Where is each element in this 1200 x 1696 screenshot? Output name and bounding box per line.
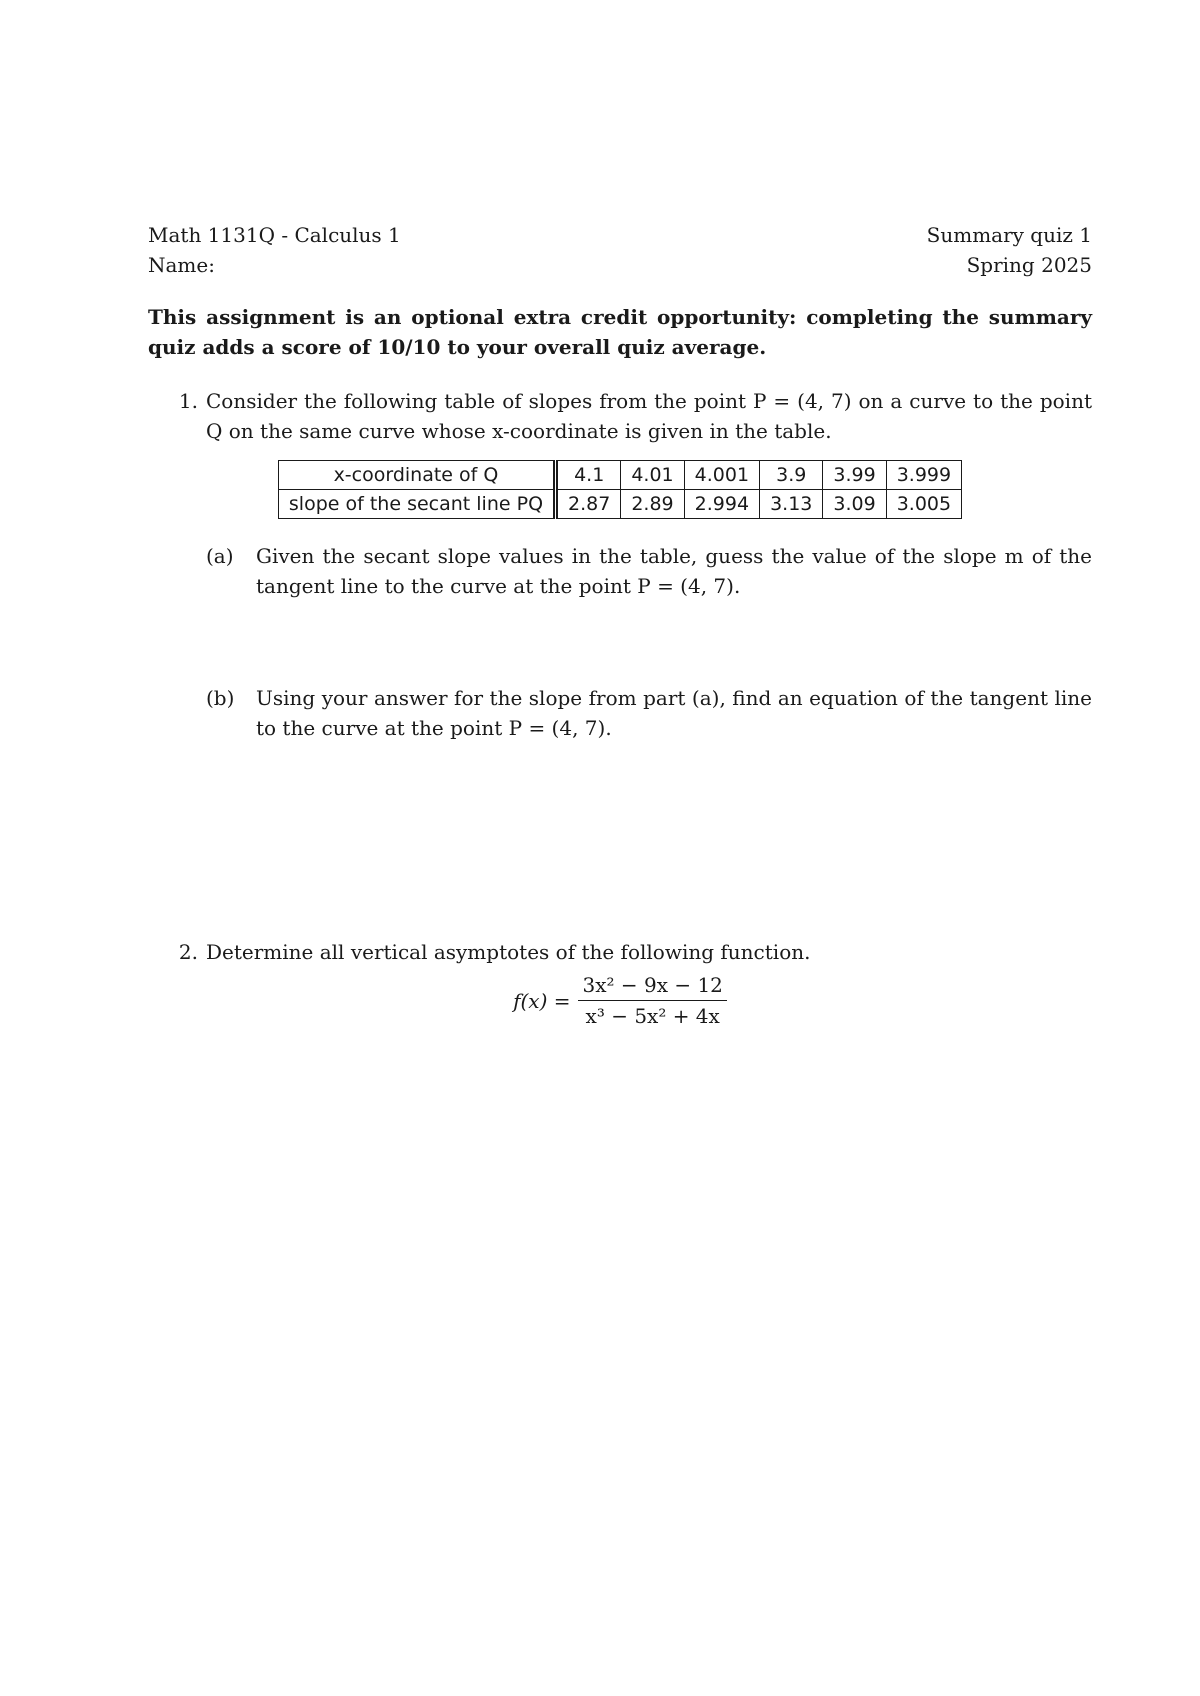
part-a-label: (a)	[206, 544, 234, 568]
table-cell: 3.999	[886, 461, 961, 490]
table-cell: 3.005	[886, 490, 961, 519]
part-b-text: Using your answer for the slope from part (a), find an equation of the tangent line to the curve at the point P = (4, 7).	[256, 686, 1092, 740]
name-label: Name:	[148, 253, 215, 277]
part-a	[206, 541, 1092, 601]
row-label-slope: slope of the secant line PQ	[278, 490, 555, 519]
table-cell: 4.001	[684, 461, 759, 490]
table-row	[278, 490, 961, 519]
part-a-text: Given the secant slope values in the table, guess the value of the slope m of the tangent line to the curve at the point P = (4, 7).	[256, 544, 1092, 598]
problem-1-text: Consider the following table of slopes from the point P = (4, 7) on a curve to the point Q on the same curve whose x-coordinate is given in the table.	[206, 389, 1092, 443]
table-cell: 2.994	[684, 490, 759, 519]
row-label-x: x-coordinate of Q	[278, 461, 555, 490]
extra-credit-notice: This assignment is an optional extra credit opportunity: completing the summary quiz adds a score of 10/10 to your overall quiz average.	[148, 305, 1092, 359]
fraction-numerator: 3x² − 9x − 12	[578, 973, 726, 1001]
part-b-label: (b)	[206, 686, 235, 710]
header-row-1	[148, 220, 1092, 250]
answer-space-b[interactable]	[148, 743, 1092, 913]
problem-1-number: 1.	[178, 389, 198, 413]
problem-2	[148, 937, 1092, 967]
header-row-2	[148, 250, 1092, 280]
table-cell: 3.13	[760, 490, 823, 519]
fraction	[578, 973, 726, 1028]
term-label: Spring 2025	[966, 253, 1092, 277]
quiz-page	[148, 220, 1092, 1028]
quiz-title: Summary quiz 1	[926, 223, 1092, 247]
table-cell: 3.99	[823, 461, 886, 490]
table-row	[278, 461, 961, 490]
course-title: Math 1131Q - Calculus 1	[148, 223, 401, 247]
table-cell: 2.89	[621, 490, 684, 519]
table-cell: 4.01	[621, 461, 684, 490]
table-cell: 2.87	[556, 490, 621, 519]
part-b	[206, 683, 1092, 743]
slopes-table	[278, 460, 962, 519]
problem-1	[148, 386, 1092, 446]
function-formula	[148, 973, 1092, 1028]
answer-space-a[interactable]	[148, 601, 1092, 665]
problem-2-number: 2.	[178, 940, 198, 964]
fraction-denominator: x³ − 5x² + 4x	[585, 1004, 720, 1028]
problem-2-text: Determine all vertical asymptotes of the following function.	[206, 940, 811, 964]
formula-lhs: f(x) =	[513, 988, 571, 1013]
table-cell: 4.1	[556, 461, 621, 490]
table-cell: 3.09	[823, 490, 886, 519]
table-cell: 3.9	[760, 461, 823, 490]
